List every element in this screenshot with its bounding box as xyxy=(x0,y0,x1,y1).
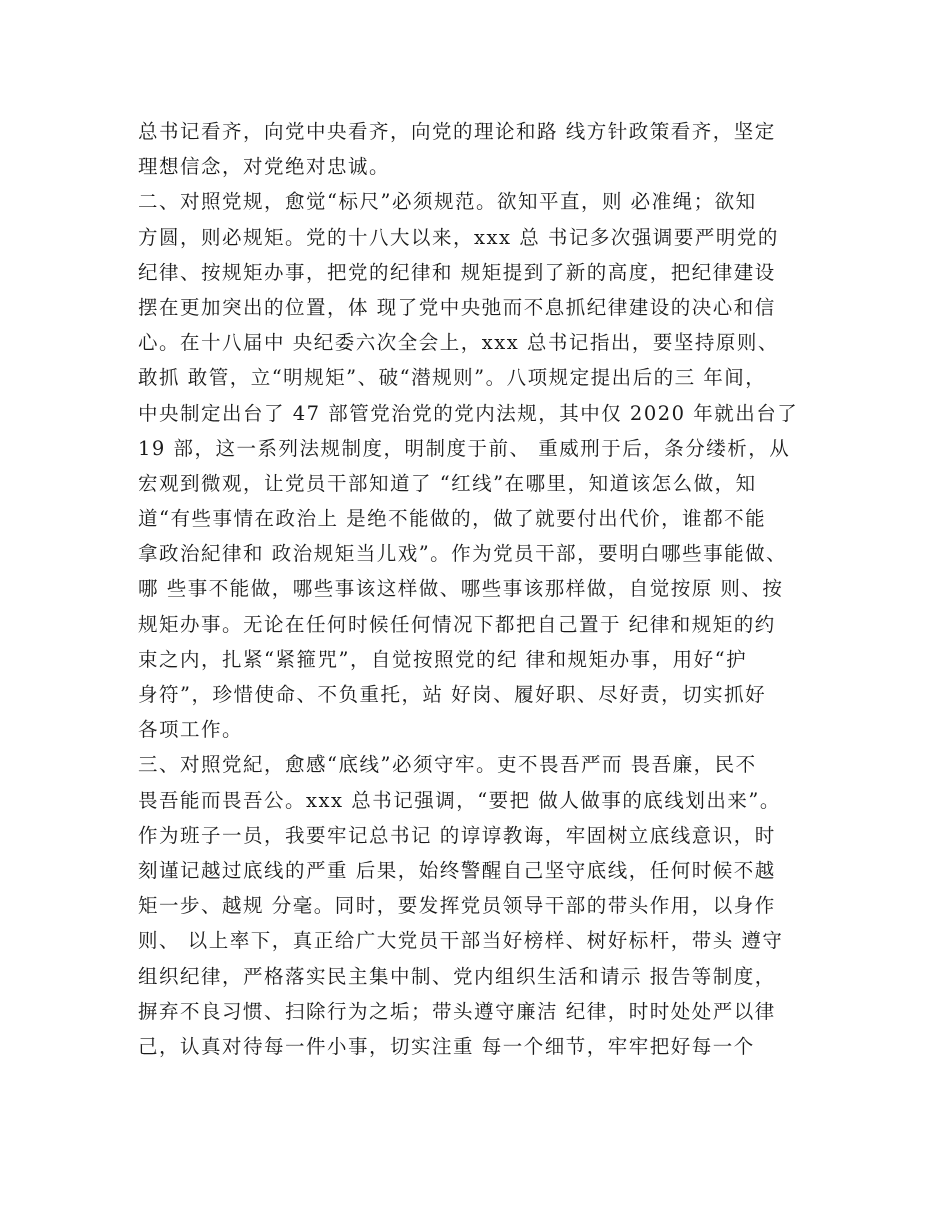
text-line: 则、 以上率下，真正给广大党员干部当好榜样、树好标杆，带头 遵守 xyxy=(138,929,784,953)
text-line: 摒弃不良习惯、扫除行为之垢；带头遵守廉洁 纪律，时时处处严以律 xyxy=(138,999,776,1023)
text-line: 二、对照党规，愈觉“标尺”必须规范。欲知平直，则 必准绳；欲知 xyxy=(138,190,757,214)
text-line: 规矩办事。无论在任何时候任何情况下都把自己置于 纪律和规矩的约 xyxy=(138,612,776,636)
text-line: 理想信念，对党绝对忠诚。 xyxy=(138,155,391,179)
text-line: 总书记看齐，向党中央看齐，向党的理论和路 线方针政策看齐，坚定 xyxy=(138,120,776,143)
text-line: 身符”，珍惜使命、不负重托，站 好岗、履好职、尽好责，切实抓好 xyxy=(138,683,767,706)
text-line: 心。在十八届中 央纪委六次全会上，xxx 总书记指出，要坚持原则、 xyxy=(138,331,779,355)
text-line: 中央制定出台了 47 部管党治党的党内法规，其中仅 2020 年就出台了 xyxy=(138,401,799,425)
text-line: 19 部，这一系列法规制度，明制度于前、 重威刑于后，条分缕析，从 xyxy=(138,436,791,460)
text-line: 敢抓 敢管，立“明规矩”、破“潜规则”。八项规定提出后的三 年间， xyxy=(138,366,767,390)
text-line: 摆在更加突出的位置，体 现了党中央弛而不息抓纪律建设的决心和信 xyxy=(138,295,776,319)
text-line: 方圆，则必规矩。党的十八大以来，xxx 总 书记多次强调要严明党的 xyxy=(138,225,779,249)
text-line: 拿政治紀律和 政治规矩当儿戏”。作为党员干部，要明白哪些事能做、 xyxy=(138,542,788,566)
text-line: 三、对照党紀，愈感“底线”必须守牢。吏不畏吾严而 畏吾廉，民不 xyxy=(138,753,757,777)
text-line: 作为班子一员，我要牢记总书记 的谆谆教诲，牢固树立底线意识，时 xyxy=(138,823,776,847)
text-line: 哪 些事不能做，哪些事该这样做、哪些事该那样做，自觉按原 则、按 xyxy=(138,577,784,601)
body-text xyxy=(138,114,838,1064)
text-line: 组织纪律，严格落实民主集中制、党内组织生活和请示 报告等制度， xyxy=(138,964,776,988)
text-line: 纪律、按规矩办事，把党的纪律和 规矩提到了新的高度，把纪律建设 xyxy=(138,260,776,284)
text-line: 宏观到微观，让党员干部知道了 “红线”在哪里，知道该怎么做，知 xyxy=(138,471,757,495)
text-line: 道“有些事情在政治上 是绝不能做的，做了就要付出代价，谁都不能 xyxy=(138,507,767,531)
text-line: 己，认真对待每一件小事，切实注重 每一个细节，牢牢把好每一个 xyxy=(138,1034,755,1058)
text-line: 矩一步、越规 分毫。同时，要发挥党员领导干部的带头作用，以身作 xyxy=(138,894,776,918)
text-line: 刻谨记越过底线的严重 后果，始终警醒自己坚守底线，任何时候不越 xyxy=(138,858,776,882)
text-line: 束之内，扎紧“紧箍咒”，自觉按照党的纪 律和规矩办事，用好“护 xyxy=(138,647,748,671)
text-line: 畏吾能而畏吾公。xxx 总书记强调，“要把 做人做事的底线划出来”。 xyxy=(138,788,781,812)
text-line: 各项工作。 xyxy=(138,718,244,742)
